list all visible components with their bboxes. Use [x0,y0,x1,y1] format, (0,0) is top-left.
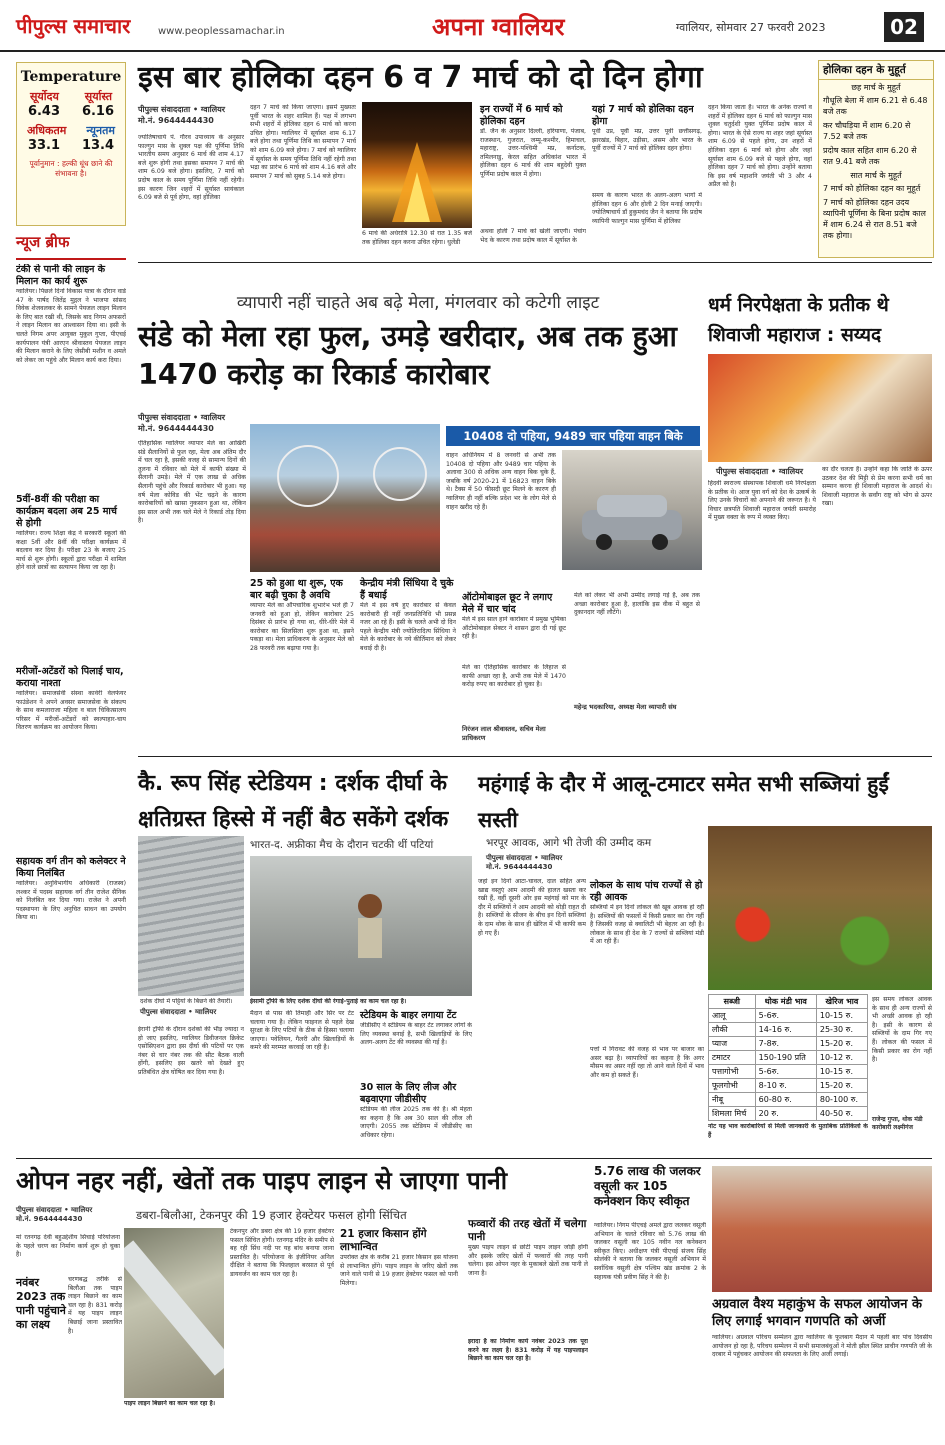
holika-fire-photo [362,102,472,228]
shivaji-byline: पीपुल्स संवाददाता • ग्वालियर [716,467,804,476]
auto-headline: ऑटोमोबाइल छूट ने लगाए मेले में चार चांद [462,592,553,615]
sub1-body: व्यापार मेले का औपचारिक शुभारंभ भले ही 7 जनवरी को हुआ हो, लेकिन कारोबार 25 दिसंबर से प्रारंभ हो गया था, धीरे-धीरे मेले में कारोबार का सिलसिला शुरू हुआ था, इसने पकड़ा था। मेला प्राधिकरण के अनुसार मेले को 28 फरवरी तक बढ़ाया गया है। [250,602,354,652]
sunset-label: सूर्यास्त [84,90,113,103]
holika-here-block [592,104,702,252]
nahar-sub2-block [340,1228,458,1384]
sunset-value: 6.16 [81,104,115,119]
sabzi-quote-by: राजेन्द्र गुप्ता, थोक मंडी कारोबारी लक्ष्मीगंज [872,1116,923,1131]
vaishya-event-photo [712,1166,932,1292]
quote2-by: महेन्द्र भदकारिया, अध्यक्ष मेला व्यापारी संघ [574,703,677,711]
table-row [709,1037,868,1051]
cell: शिमला मिर्च [709,1107,756,1121]
muhurat-item: 7 मार्च को होलिका दहन उदय व्यापिनी पूर्णिमा के बिना प्रदोष काल में शाम 6.24 से रात 8.51 बजे तक होगा। [823,198,926,240]
sabzi-sub: भरपूर आवक, आगे भी तेजी की उम्मीद कम [486,837,652,849]
cell: प्याज [709,1037,756,1051]
holika-states-block [480,104,586,254]
max-value: 33.1 [27,138,61,153]
reporter: पीपुल्स संवाददाता [16,1206,62,1214]
sub2-headline: 21 हजार किसान होंगे लाभान्वित [340,1228,427,1253]
city: ग्वालियर [200,105,226,114]
cell: टमाटर [709,1051,756,1065]
city: ग्वालियर [778,467,804,476]
table-note: नोट यह भाव कारोबारियों से मिली जानकारी के मुताबिक प्रतिकिलो के हैं [708,1123,868,1139]
table-header: थोक मंडी भाव [755,995,816,1009]
cell: नीबू [709,1093,756,1107]
cell: 40-50 रु. [816,1107,867,1121]
cell: 5-6रु. [755,1009,816,1023]
muhurat-item: 7 मार्च को होलिका दहन का मुहूर्त [823,184,921,193]
divider [138,756,932,757]
vehicle-banner: 10408 दो पहिया, 9489 चार पहिया वाहन बिके [446,426,700,446]
goal-label: नवंबर 2023 तक पानी पहुंचाने का लक्ष्य [16,1276,66,1331]
sub4-headline: 30 साल के लिए लीज और बढ़वाएगा जीडीसीए [360,1082,457,1105]
newspaper-name: पीपुल्स समाचार [16,14,131,38]
reporter: पीपुल्स संवाददाता [140,1008,186,1016]
holika-caption: 6 मार्च की अर्धरात्रि 12.30 से रात 1.35 बजे तक होलिका दहन करना उचित रहेगा। धुलेंडी [362,230,472,246]
reporter: पीपुल्स संवाददाता [138,413,191,422]
stadium-sub-blocks [360,1010,472,1154]
brief-body: ग्वालियर। अनुविभागीय अधिकारी (राजस्व) लश्कर में पदस्थ सहायक वर्ग तीन राजेश सैनिक को निलंबित कर दिया गया। राजेश ने अपनी पदस्थापना के लिए अनुचित साधन का उपयोग किया था। [16,880,126,922]
cell: पत्तागोभी [709,1065,756,1079]
table-row [709,1051,868,1065]
jalkar-body: ग्वालियर। निगम पीएचई अमले द्वारा जलकर वसूली अभियान के चलते रविवार को 5.76 लाख की जलकर वसूली कर 105 नवीन नल कनेक्शन स्वीकृत किए। अधीक्षण यंत्री पीएचई संजय सिंह सोलंकी ने बताया कि जलकर वसूली अभियान में सर्वाधिक वसूली क्षेत्र पश्चिम खंड क्रमांक 2 के सहायक यंत्री प्रवीण सिंह ने की है। [594,1222,706,1281]
box-headline: लोकल के साथ पांच राज्यों से हो रही आवक [590,880,703,903]
mela-kicker: व्यापारी नहीं चाहते अब बढ़े मेला, मंगलवार को कटेगी लाइट [236,293,600,313]
pipeline-photo [124,1228,224,1398]
worker-icon [250,856,472,996]
cell: 60-80 रु. [755,1093,816,1107]
sabzi-quote: इस समय लोकल आवक के साथ ही अन्य राज्यों से भी अच्छी आवक हो रही है। इसी के कारण से सब्जियों के दाम गिर गए हैं। लोकल की फसल में किसी प्रकार का रोग नहीं है। [872,996,932,1064]
brief-item [16,494,126,660]
divider [138,262,932,263]
muhurat-box [818,60,934,258]
min-label: न्यूनतम [86,124,115,137]
mobile: मो.नं. 9644444430 [138,116,214,125]
sunrise-label: सूर्योदय [29,90,59,103]
shivaji-body: हिंदवी स्वराज्य संस्थापक शिवाजी धर्म निरपेक्षता के प्रतीक थे। आज युवा वर्ग को देश के उत्कर्ष के लिए उनके विचारों को अपनाने की जरूरत है। ये विचार छत्रपति शिवाजी महाराज जयंती समारोह में मुख्य वक्ता के रूप में व्यक्त किए। [708,480,816,522]
brief-body: ग्वालियर। राज्य शिक्षा केंद्र ने सरकारी स्कूलों की कक्षा 5वीं और 8वीं की परीक्षा कार्यक्रम में बदलाव कर दिया है। परीक्षा 23 के बजाए 25 मार्च से शुरू होगी। स्कूलों द्वारा परीक्षा में शामिल होने वाले छात्रों का सत्यापन किया जा रहा है। [16,530,126,572]
city: ग्वालियर [195,1008,217,1016]
forecast-text: पूर्वानुमान : हल्की धूंध छाने की संभावना है। [29,159,113,178]
table-row [709,1107,868,1121]
car-icon [562,450,702,570]
cell: आलू [709,1009,756,1023]
brief-headline: सहायक वर्ग तीन को कलेक्टर ने किया निलंबित [16,856,126,879]
nahar-byline-block: पीपुल्स संवाददाता • ग्वालियर मो.नं. 9644444430 [16,1206,120,1224]
sabzi-byline-block: पीपुल्स संवाददाता • ग्वालियर मो.नं. 9644444430 [486,854,596,872]
table-row [709,1093,868,1107]
sabzi-body1: जहां इन दिनों आटा-चावल, दाल सहित अन्य खाद्य वस्तुएं आम आदमी की हालत खस्ता कर रखी हैं, वहीं दूसरी ओर इस महंगाई को मार के दौर में सब्जियों ने आम आदमी को थोड़ी राहत दी है। सब्जियों के सीजन के बीच इन दिनों सब्जियां के दाम थोक के साथ ही खेरिज में भी काफी कम हो गए हैं। [478,878,586,937]
muhurat-sub2: सात मार्च के मुहूर्त [850,171,902,180]
muhurat-item: कर चौघड़िया में शाम 6.20 से 7.52 बजे तक [823,121,911,141]
weather-title: Temperature [20,69,122,85]
nahar-caption: पाइप लाइन बिछाने का काम चल रहा है। [124,1400,216,1407]
holika-col5: दहन किया जाता है। भारत के अनेक राज्यों व शहरों में होलिका दहन 6 मार्च को फाल्गुन मास शुक्ल चतुर्दशी युक्त पूर्णिमा प्रदोष काल में होगा। भारत के ऐसे राज्य या शहर जहां सूर्यास्त शाम 6.09 से पहले होगा, उन शहरों में होलिका दहन 6 मार्च को होगा और जहां सूर्यास्त शाम 6.09 बजे से पहले होगा, वहां होलिका दहन 7 मार्च को होगा। उन्होंने बताया कि इस वर्ष महाशनि जयंती भी 3 और 4 अप्रैल को है। [708,104,812,189]
brief-item [16,666,126,850]
quote1-by: निरंजन लाल श्रीवास्तव, सचिव मेला प्राधिकरण [462,725,546,742]
brief-headline: मरीजों-अटेंडरों को पिलाई चाय, कराया नाश्ता [16,666,124,689]
stadium-body1: ईरानी ट्रॉफी के दौरान दर्शकों की भीड़ ज्यादा न हो जाए इसलिए, ग्वालियर डिवीजनल क्रिकेट एसोसिएशन द्वारा इस दीर्घा की पटियों पर एक नंबर से चार नंबर तक की सीट बैठक वाली होंगी, इसलिए इस खतरे को देखते हुए प्रतिबंधित क्षेत्र घोषित कर दिया गया है। [138,1026,244,1076]
sub2-headline: केन्द्रीय मंत्री सिंधिया दे चुके हैं बधाई [360,578,454,601]
dateline: ग्वालियर, सोमवार 27 फरवरी 2023 [676,21,826,34]
brief-body: ग्वालियर। पिछले दिनों विकास यात्रा के दौरान वार्ड 47 के पार्षद जितेंद्र मुद्गल ने भाजपा सांसद विवेक शेजवलकर के सामने पेयजल लाइन मिलान के लिए बात रखी थी, जिसके बाद निगम अफसरों ने लाइन मिलान का आश्वासन दिया था। इसी के चलते निगम अपर आयुक्त मुकुल गुप्ता, पीएचई कार्यपालन यंत्री आरएन श्रीवास्तव पेयजल लाइन की मिलान कराने के लिए जेसीबी मशीन व अमले को लेकर जा पहुंचे और मिलान कार्य करा दिया। [16,288,126,364]
shivaji-body2: का दौर चलता है। उन्होंने कहा कि जाति के ऊपर उठकर देश की मिट्टी से प्रेम करना सभी धर्म का सम्मान करना ही शिवाजी महाराज के आदर्श थे। शिवाजी महाराज के सर्वांग राष्ट्र को भोग से ऊपर रखा। [822,466,932,508]
sabzi-body2: पत्तों में गिरावट की वजह से भाव पर बाजार का असर बढ़ा है। व्यापारियों का कहना है कि अगर मौसम का असर नहीं रहा तो आने वाले दिनों में भाव और कम हो सकते हैं। [590,1046,704,1079]
reporter: पीपुल्स संवाददाता [138,105,191,114]
brief-body: ग्वालियर। समाजसेवी संस्था कावेरी वेलफेयर फाउंडेशन ने अपने अवसर समाजसेवा के संकल्प के साथ कमलाराजा महिला व बाल चिकित्सालय परिसर में मरीजों-अटेंडरों को स्वल्पाहार-चाय वितरण कार्यक्रम का आयोजन किया। [16,690,126,732]
fav-block [468,1218,588,1388]
mela-col1: ऐतिहासिक ग्वालियर व्यापार मेले का आखिरी संडे सैलानियों से फुल रहा, मेला अब अंतिम दौर में चल रहा है, इसकी वजह से सामान्य दिनों की तुलना में रविवार को मेले में काफी संख्या में सैलानी उमड़े। मेले में एक लाख से अधिक सैलानी पहुंचे और रिकार्ड कारोबार भी हुआ। यह वर्ष मेला कोविड की भेंट चढ़ने के कारण कारोबारियों को खासा नुकसान हुआ था, लेकिन इस साल अभी तक चले मेले ने रिकार्ड तोड़ दिया है। [138,440,246,525]
nahar-headline: ओपन नहर नहीं, खेतों तक पाइप लाइन से जाएगा पानी [16,1166,508,1195]
divider [16,1158,932,1159]
quote1: मेले का ऐतिहासिक कारोबार के लिहाज से काफी अच्छा रहा है, अभी तक मेले में 1470 करोड़ रुपए का कारोबार हो चुका है। [462,664,566,689]
cell: 5-6रु. [755,1065,816,1079]
auto-body: मेले में इस साल हाने कारोबार में प्रमुख भूमिका ऑटोमोबाइल सेक्टर ने शासन द्वारा दी गई छूट रही है। [462,616,566,641]
pipe-icon [124,1228,224,1398]
cell: 80-100 रु. [816,1093,867,1107]
mobile: मो.नं. 9644444430 [138,424,214,433]
sub2-body: मेले में इस वर्ष हुए कारोबार से केवल कारोबारी ही नहीं जनप्रतिनिधि भी प्रसन्न नजर आ रहे हैं। इसी के चलते अभी दो दिन पहले केन्द्रीय मंत्री ज्योतिरादित्य सिंधिया ने मेले के कारोबार के नये कीर्तिमान को लेकर बधाई दी है। [360,602,456,652]
mela-quote2-block [574,592,700,711]
holika-byline-block: पीपुल्स संवाददाता • ग्वालियर मो.नं. 9644444430 [138,104,246,126]
news-brief-label: न्यूज ब्रीफ [16,232,126,260]
jalkar-headline: 5.76 लाख की जलकर वसूली कर 105 कनेक्शन किए स्वीकृत [594,1164,701,1208]
cell: फूलगोभी [709,1079,756,1093]
min-value: 13.4 [81,138,115,153]
stadium-stands-photo [138,836,244,996]
fav-body: मुख्य पाइप लाइन से छोटी पाइप लाइन जोड़ी होंगी और इसके जरिए खेतों में फव्वारों की तरह पानी चलेगा। इस ओपन नहर के मुकाबले खेतों तक पानी ले जाना है। [468,1244,588,1277]
mela-sub1-block [250,578,354,742]
shivaji-headline: धर्म निरपेक्षता के प्रतीक थे शिवाजी महाराज : सय्यद [708,294,889,346]
muhurat-sub1: छह मार्च के मुहूर्त [851,83,901,92]
fav-note: इरादा है का निर्माण कार्य नवंबर 2023 तक पूरा करने का लक्ष्य है। 831 करोड़ में यह पाइपलाइन बिछाने का काम चल रहा है। [468,1338,588,1363]
price-table-block [708,994,868,1143]
mela-auto-block [462,592,566,742]
mela-sub2-block [360,578,456,742]
brief-headline: 5वीं-8वीं की परीक्षा का कार्यक्रम बदला अब 25 मार्च से होगी [16,494,117,529]
brief-headline: टंकी से पानी की लाइन के मिलान का कार्य शुरू [16,264,105,287]
sub4-body: स्टेडियम की लीज 2025 तक की है। श्री मेहता का कहना है कि अब 30 साल की लीज ली जाएगी। 2055 तक स्टेडियम में जीडीसीए का अधिकार रहेगा। [360,1106,472,1139]
shivaji-event-photo [708,354,932,462]
table-row [709,1079,868,1093]
news-brief-column [16,264,126,954]
sabzi-headline: महंगाई के दौर में आलू-टमाटर समेत सभी सब्जियां हुईं सस्ती [478,772,889,832]
reporter: पीपुल्स संवाददाता [716,467,769,476]
here-tail: समय के कारण भारत के अलग-अलग भागों में होलिका दहन 6 और होली 2 दिन मनाई जाएगी। ज्योतिषाचार्य डॉ हुकुमचंद जैन ने बताया कि प्रदोष व्यापिनी फाल्गुन मास पूर्णिमा में होलिका [592,192,702,225]
vegetable-market-photo [708,826,932,990]
states-headline: इन राज्यों में 6 मार्च को होलिका दहन [480,104,563,127]
table-header-row [709,995,868,1009]
max-label: अधिकतम [27,124,67,137]
brief-item [16,856,126,954]
brief-item [16,264,126,488]
table-row [709,1009,868,1023]
table-header: सब्जी [709,995,756,1009]
weather-box [16,62,126,226]
table-row [709,1023,868,1037]
bonfire-icon [362,102,472,228]
nahar-col2: टेकनपुर और डबरा क्षेत्र की 19 हजार हेक्टेयर फसल सिंचित होगी। रतनगढ़ मंदिर के समीप से बह रही सिंध नदी पर यह बांध बनाया जाना प्रस्तावित है। परियोजना के इंजीनियर अनिल दीक्षित ने बताया कि फिलहाल बरसात से पूर्व डायवर्जन का काम चल रहा है। [230,1228,334,1278]
page-number: 02 [884,12,924,42]
mela-byline-block: पीपुल्स संवाददाता • ग्वालियर मो.नं. 9644444430 [138,412,248,434]
website-link[interactable]: www.peoplessamachar.in [158,26,285,37]
quote2: मेले को लेकर भी अभी उम्मीद लगाई गई है, अब तक अच्छा कारोबार हुआ है, हालांकि इस वीक में बहुत से दुकानदार नहीं लौटेंगे। [574,592,700,617]
cell: 14-16 रु. [755,1023,816,1037]
reporter: पीपुल्स संवाददाता [486,854,532,862]
mela-auto-col: वाहन अधिनियम में 8 जनवरी से अभी तक 10408 दो पहिया और 9489 चार पहिया के अलावा 300 से अधिक अन्य वाहन बिक चुके हैं, जबकि वर्ष 2020-21 में 16823 वाहन बिके थे। टैक्स में 50 फीसदी छूट मिलने के कारण ही ग्वालियर ही नहीं बल्कि प्रदेश भर के लोग मेले से वाहन खरीद रहे हैं। [446,452,556,511]
vaishya-body: ग्वालियर। अग्रवाल परिचय सम्मेलन द्वारा ग्वालियर के फूलबाग मैदान में पहली बार पांच दिवसीय आयोजन हो रहा है, परिचय सम्मेलन में सभी समाजबंधुओं ने मोती झील स्थित प्राचीन गणपति जी के दरबार में पहुंचकर आयोजन की सफलता के लिए अर्जी लगाई। [712,1334,932,1359]
cell: 25-30 रु. [816,1023,867,1037]
sub2-body: उपरोक्त क्षेत्र के करीब 21 हजार किसान इस योजना से लाभान्वित होंगे। पाइप लाइन के जरिए खेतों तक जाने वाले पानी से 19 हजार हेक्टेयर फसल को पानी मिलेगा। [340,1254,458,1287]
cell: लौकी [709,1023,756,1037]
here-headline: यहां 7 मार्च को होलिका दहन होगा [592,104,694,127]
mela-crowd-photo [250,424,440,572]
holika-col1: ज्योतिषाचार्य पं. गौरव उपाध्याय के अनुसार फाल्गुन मास के शुक्ल पक्ष की पूर्णिमा तिथि भारतीय समय अनुसार 6 मार्च की शाम 4.17 बजे शुरू होगी तथा इसका समापन 7 मार्च की शाम 6.09 बजे होगा। इसलिए, 7 मार्च को प्रदोष काल के समय पूर्णिमा तिथि नहीं रहेगी। इस कारण जिन शहरों में सूर्यास्त सायंकाल 6.09 बजे से पूर्व होगा, वहां होलिका [138,134,244,202]
table-header: खेरिज भाव [816,995,867,1009]
mobile: मो.नं. 9644444430 [16,1215,83,1223]
muhurat-title: होलिका दहन के मुहूर्त [819,61,933,80]
cell: 10-15 रु. [816,1009,867,1023]
mobile: मो.नं. 9644444430 [486,863,553,871]
muhurat-item: प्रदोष काल सहित शाम 6.20 से रात 9.41 बजे तक [823,146,917,166]
sub3-body: जीडीसीए ने स्टेडियम के बाहर टेंट लगाकर लोगों के लिए व्यवस्था बनाई है, सभी खिलाड़ियों के लिए अलग-अलग टेंट की व्यवस्था की गई है। [360,1022,472,1047]
city: ग्वालियर [71,1206,93,1214]
fav-headline: फव्वारों की तरह खेतों में चलेगा पानी [468,1218,587,1243]
table-row [709,1065,868,1079]
sabzi-quote-block [872,996,932,1132]
cell: 20 रु. [755,1107,816,1121]
sub3-headline: स्टेडियम के बाहर लगाया टेंट [360,1010,457,1021]
page-title: अपना ग्वालियर [432,13,565,41]
caption2: ईसामी ट्रॉफी के लिए दर्शक दीर्घा की रंगाई-पुताई का काम चल रहा है। [250,998,407,1005]
nahar-col1b: चरणबद्ध तरीके से बिलौआ तक पाइप लाइन बिछाने का काम चल रहा है। 831 करोड़ में यह पाइप लाइन बिछाई जाना प्रस्तावित है। [68,1276,122,1335]
holika-headline: इस बार होलिका दहन 6 व 7 मार्च को दो दिन होगा [138,60,703,95]
cell: 10-12 रु. [816,1051,867,1065]
sub1-headline: 25 को हुआ था शुरू, एक बार बढ़ी चुका है अवधि [250,578,343,601]
stadium-headline: कै. रूप सिंह स्टेडियम : दर्शक दीर्घा के क्षतिग्रस्त हिस्से में नहीं बैठ सकेंगे दर्शक [138,771,449,832]
city: ग्वालियर [200,413,226,422]
caption1: दर्शक दीर्घा में पट्टियों के बिछने की तैयारी। [140,998,233,1005]
states-tail: अथवा होली 7 मार्च को खेली जाएगी। पंचांग भेद के कारण तथा प्रदोष काल में सूर्यास्त के [480,228,586,244]
nahar-sub: डबरा-बिलौआ, टेकनपुर की 19 हजार हेक्टेयर फसल होगी सिंचित [136,1208,407,1222]
car-showroom-photo [562,450,702,570]
price-table [708,994,868,1121]
holika-col2: दहन 7 मार्च को किया जाएगा। इसमें मुख्यतः पूर्वी भारत के शहर शामिल हैं। पक्ष में लगभग सभी शहरों में होलिका दहन 6 मार्च को करना उचित होगा। ग्वालियर में सूर्यास्त शाम 6.17 बजे होगा तथा पूर्णिमा तिथि का समापन 7 मार्च को शाम 6.09 बजे होगा। 7 मार्च को ग्वालियर में सूर्यास्त के समय पूर्णिमा तिथि नहीं रहेगी तथा भद्रा का प्रारंभ 6 मार्च को शाम 4.16 बजे और समापन 7 मार्च को सुबह 5.14 बजे होगा। [250,104,356,180]
sabzi-box [590,880,704,1060]
stadium-worker-photo [250,856,472,996]
muhurat-item: गौधूलि बेला में शाम 6.21 से 6.48 बजे तक [823,96,928,116]
nahar-col1: मां रतनगढ़ देवी बहुउद्देशीय सिंचाई परियोजना के पहले चरण का निर्माण कार्य शुरू हो चुका है। [16,1234,120,1259]
ferris-wheel-icon [250,424,440,572]
mela-headline: संडे को मेला रहा फुल, उमड़े खरीदार, अब तक हुआ 1470 करोड़ का रिकार्ड कारोबार [138,320,677,391]
states-body: डॉ. जैन के अनुसार दिल्ली, हरियाणा, पंजाब, राजस्थान, गुजरात, जम्मू-कश्मीर, हिमाचल, महाराष्ट्र, उत्तर-पश्चिमी मप्र, कर्नाटक, तमिलनाडु, केरल सहित अधिकांश भारत में होलिका दहन 6 मार्च की शाम बहुदेवी युक्त पूर्णिमा प्रदोष काल में होगा। [480,128,586,178]
box-body: सब्जियों में इन दिनों लोकल की खूब आवक हो रही है। सब्जियों की फसलों में किसी प्रकार का रोग नहीं है जिसकी वजह से क्वालिटी भी बेहतर आ रही है। लोकल के साथ ही देश के 7 राज्यों से सब्जियां मंडी में आ रही हैं। [590,904,704,946]
city: ग्वालियर [541,854,563,862]
cell: 8-10 रु. [755,1079,816,1093]
cell: 150-190 प्रति [755,1051,816,1065]
stadium-byline: दर्शक दीर्घा में पट्टियों के बिछने की तैयारी। पीपुल्स संवाददाता • ग्वालियर [140,998,244,1017]
cell: 15-20 रु. [816,1037,867,1051]
here-body: पूर्वी उप्र, पूर्वी मप्र, उत्तर पूर्वी छत्तीसगढ़, झारखंड, बिहार, उड़ीसा, असम और भारत के पूर्वी राज्यों में 7 मार्च को होलिका दहन होगा। [592,128,702,153]
vaishya-headline: अग्रवाल वैश्य महाकुंभ के सफल आयोजन के लिए लगाई भगवान गणपति को अर्जी [712,1297,922,1329]
sunrise-value: 6.43 [27,104,61,119]
stadium-body2: मैदान से पास की तिमाही और सिर पर टेंट चलाया गया है। लेकिन फाइनल से पहले देख सुरक्षा के लिए पटियों के ठीक से हिस्सा चलाया जाएगा। पवेलियन, गैलरी और खिलाड़ियों के कमरे की मरम्मत करवाई जा रही है। [250,1010,354,1052]
stadium-sub: भारत-द. अफ्रीका मैच के दौरान चटकी थीं पटियां [250,839,434,851]
cell: 7-8रु. [755,1037,816,1051]
cell: 10-15 रु. [816,1065,867,1079]
cell: 15-20 रु. [816,1079,867,1093]
